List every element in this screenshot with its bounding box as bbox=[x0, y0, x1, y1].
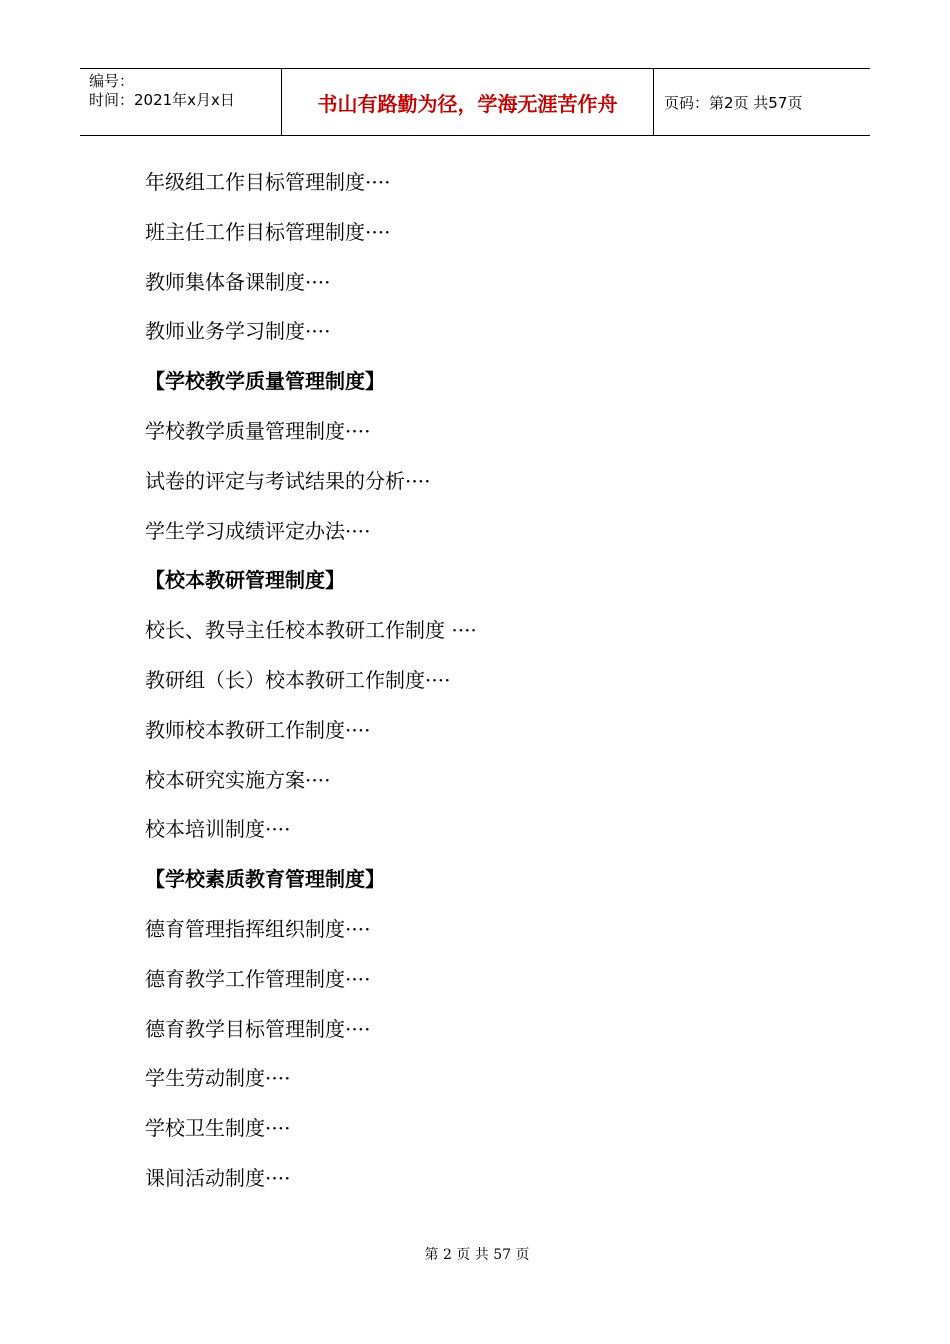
document-date-label: 时间：2021年x月x日 bbox=[89, 91, 235, 109]
page-footer bbox=[0, 1245, 950, 1265]
header-meta-cell bbox=[80, 69, 281, 135]
footer-page-number: 第 2 页 共 57 页 bbox=[424, 1247, 530, 1263]
toc-entry: 教师集体备课制度···· bbox=[145, 269, 331, 294]
toc-entry: 学生劳动制度···· bbox=[145, 1066, 291, 1091]
header-page-info: 页码：第2页 共57页 bbox=[664, 94, 803, 112]
toc-entry: 学校教学质量管理制度···· bbox=[145, 418, 371, 443]
toc-entry: 德育教学工作管理制度···· bbox=[145, 966, 371, 991]
toc-entry: 试卷的评定与考试结果的分析···· bbox=[145, 468, 431, 493]
toc-entry: 年级组工作目标管理制度···· bbox=[145, 170, 391, 194]
header-page-cell bbox=[654, 69, 870, 135]
toc-section-heading: 【学校教学质量管理制度】 bbox=[145, 369, 385, 394]
header-motto-cell bbox=[281, 69, 654, 135]
toc-entry: 德育教学目标管理制度···· bbox=[145, 1016, 371, 1041]
toc-entry: 校本研究实施方案···· bbox=[145, 767, 331, 792]
toc-entry: 教师业务学习制度···· bbox=[145, 319, 331, 344]
toc-entry: 班主任工作目标管理制度···· bbox=[145, 219, 391, 244]
toc-entry: 教师校本教研工作制度···· bbox=[145, 717, 371, 742]
toc-entry: 学生学习成绩评定办法···· bbox=[145, 518, 371, 543]
header-motto: 书山有路勤为径，学海无涯苦作舟 bbox=[317, 92, 618, 116]
page-header bbox=[80, 68, 870, 136]
toc-entry: 校长、教导主任校本教研工作制度 ···· bbox=[145, 618, 477, 643]
toc-entry: 德育管理指挥组织制度···· bbox=[145, 916, 371, 941]
toc-entry: 学校卫生制度···· bbox=[145, 1116, 291, 1141]
table-of-contents bbox=[145, 158, 825, 1204]
document-number-label: 编号： bbox=[89, 72, 135, 90]
toc-section-heading: 【学校素质教育管理制度】 bbox=[145, 867, 385, 892]
toc-entry: 教研组（长）校本教研工作制度···· bbox=[145, 667, 451, 692]
toc-entry: 课间活动制度···· bbox=[145, 1165, 291, 1190]
toc-entry: 校本培训制度···· bbox=[145, 817, 291, 842]
toc-section-heading: 【校本教研管理制度】 bbox=[145, 568, 345, 593]
